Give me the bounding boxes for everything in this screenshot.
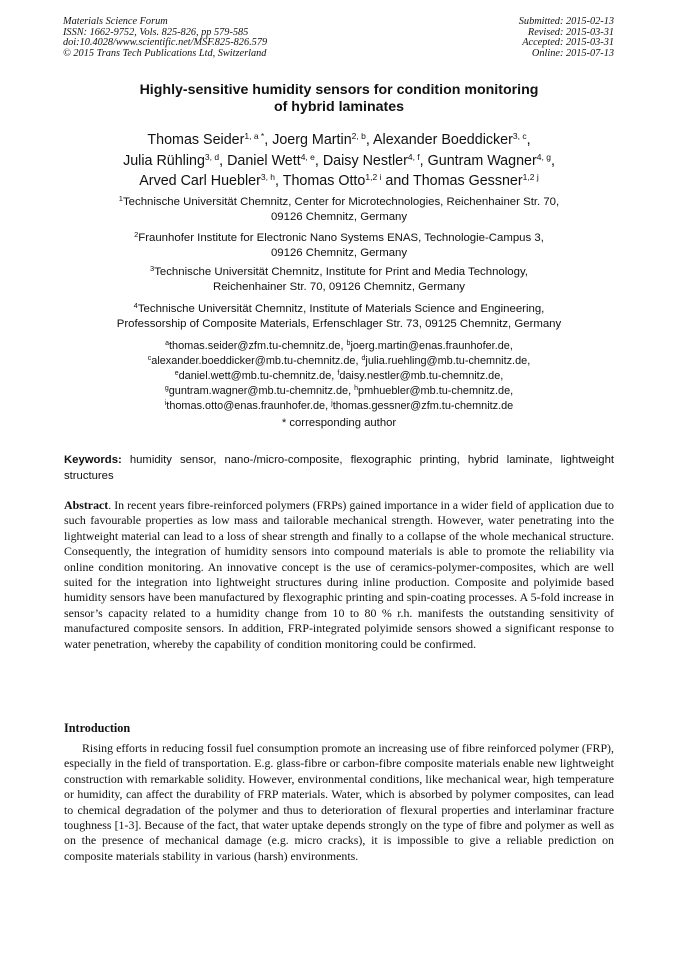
author-name: Thomas Gessner [412, 173, 523, 189]
author-sup: 1, a * [244, 131, 265, 141]
affiliation-1: $^1$Technische Universität Chemnitz, Center for Microtechnologies, Reichenhainer Str. 70, 09126 Chemnitz, Germany [118, 194, 560, 223]
author-name: Alexander Boeddicker [373, 132, 513, 148]
keywords-section [64, 453, 614, 484]
author-name: Joerg Martin [272, 132, 352, 148]
abstract-label: Abstract [64, 498, 109, 512]
copyright-line: © 2015 Trans Tech Publications Ltd, Switzerland [63, 47, 267, 59]
author-name: Guntram Wagner [427, 152, 537, 169]
revised-date: Revised: 2015-03-31 [527, 26, 614, 38]
author-sup: 3, h [260, 172, 276, 182]
affiliation-2: $^2$Fraunhofer Institute for Electronic Nano Systems ENAS, Technologie-Campus 3, 09126 Chemnitz, Germany [134, 230, 544, 259]
author-line-3: Arved Carl Huebler$^{3, h}$, Thomas Otto$^{1,2 i}$ and Thomas Gessner$^{1,2 j}$ [139, 172, 539, 189]
affiliation-3: $^3$Technische Universität Chemnitz, Institute for Print and Media Technology, Reichenhainer Str. 70, 09126 Chemnitz, Germany [150, 264, 528, 293]
author-name: Daisy Nestler [322, 152, 408, 169]
introduction-heading: Introduction [64, 721, 131, 735]
title-line-2: of hybrid laminates [273, 99, 405, 115]
email-link[interactable]: thomas.seider@zfm.tu-chemnitz.de, [169, 340, 344, 352]
submission-dates [519, 17, 614, 59]
email-link[interactable]: julia.ruehling@mb.tu-chemnitz.de, [365, 355, 531, 368]
email-link[interactable]: guntram.wagner@mb.tu-chemnitz.de, [168, 385, 352, 398]
journal-name: Materials Science Forum [63, 16, 168, 27]
submitted-date: Submitted: 2015-02-13 [518, 16, 614, 27]
author-sup: 1,2 i [365, 172, 382, 182]
email-link[interactable]: daisy.nestler@mb.tu-chemnitz.de, [339, 370, 504, 383]
paper-title [64, 82, 614, 116]
email-list: $^a$thomas.seider@zfm.tu-chemnitz.de, $^b$joerg.martin@enas.fraunhofer.de, $^c$alexander.boeddicker@mb.tu-chemnitz.de, $^d$julia.ruehling@mb.tu-chemnitz.de, $^e$daniel.wett@mb.tu-chemnitz.de, $^f$daisy.nestler@mb.tu-chemnitz.de, $^g$guntram.wagner@mb.tu-chemnitz.de, $^h$pmhuebler@mb.tu-chemnitz.de, $^i$thomas.otto@enas.fraunhofer.de, $^j$thomas.gessner@zfm.tu-chemnitz.de [147, 340, 531, 413]
author-sup: 4, g [536, 151, 551, 162]
accepted-date: Accepted: 2015-03-31 [522, 37, 614, 49]
author-line-2: Julia Rühling$^{3, d}$, Daniel Wett$^{4, e}$, Daisy Nestler$^{4, f}$, Guntram Wagner$^{4, g}$, [123, 151, 555, 169]
affiliation-4: $^4$Technische Universität Chemnitz, Institute of Materials Science and Engineering, Professorship of Composite Materials, Erfenschlager Str. 73, 09125 Chemnitz, Germany [116, 301, 562, 330]
issn-line: ISSN: 1662-9752, Vols. 825-826, pp 579-585 [63, 26, 249, 38]
email-link[interactable]: joerg.martin@enas.fraunhofer.de, [350, 340, 513, 352]
author-name: Thomas Seider [147, 132, 245, 148]
journal-info [63, 17, 267, 59]
author-sup: 2, b [351, 131, 366, 141]
author-sup: 3, c [512, 131, 527, 141]
author-sup: 1,2 j [522, 172, 539, 182]
email-link[interactable]: thomas.gessner@zfm.tu-chemnitz.de [332, 400, 514, 413]
author-sup: 3, d [204, 151, 220, 162]
keywords-text: humidity sensor, nano-/micro-composite, flexographic printing, hybrid laminate, lightweight structures [64, 454, 614, 482]
title-line-1: Highly-sensitive humidity sensors for condition monitoring [139, 82, 539, 98]
author-name: Julia Rühling [123, 152, 205, 169]
abstract-section [64, 498, 614, 652]
author-list [64, 130, 614, 192]
author-sup: 4, e [300, 151, 315, 162]
email-link[interactable]: alexander.boeddicker@mb.tu-chemnitz.de, [151, 355, 359, 368]
corresponding-author-note: * corresponding author [281, 417, 397, 429]
online-date: Online: 2015-07-13 [531, 47, 614, 59]
email-link[interactable]: daniel.wett@mb.tu-chemnitz.de, [178, 370, 335, 383]
author-line-1: Thomas Seider$^{1, a *}$, Joerg Martin$^{2, b}$, Alexander Boeddicker$^{3, c}$, [147, 131, 531, 148]
author-name: Thomas Otto [282, 173, 366, 189]
author-name: Daniel Wett [227, 152, 301, 169]
keywords-label: Keywords: [64, 454, 122, 466]
email-link[interactable]: pmhuebler@mb.tu-chemnitz.de, [358, 385, 514, 398]
email-link[interactable]: thomas.otto@enas.fraunhofer.de, [166, 400, 329, 413]
abstract-text: . In recent years fibre-reinforced polymers (FRPs) gained importance in a wider field of application due to such favourable properties as low mass and tailorable mechanical strength. However, water penetrating into the lightweight material can lead to a loss of shear strength and finally to a collapse of the whole mechanical structure. Consequently, the integration of humidity sensors into compound materials is able to promote the reliability via online condition monitoring. An innovative concept is the use of ceramics-polymer-composites, which are well suited for the integration into lightweight structures during inline production. Composite and polyimide based humidity sensors have been manufactured by flexographic printing and spin-coating processes. A 5-fold increase in sensor’s capacity related to a humidity change from 10 to 80 % r.h. manifests the outstanding sensitivity of manufactured composite sensors. In addition, FRP-integrated polyimide sensors showed a significant response to water penetration, whereby the capability of condition monitoring could be confirmed. [64, 498, 614, 651]
author-sup: 4, f [407, 151, 420, 162]
doi-line[interactable]: doi:10.4028/www.scientific.net/MSF.825-826.579 [63, 37, 268, 49]
introduction-paragraph: Rising efforts in reducing fossil fuel consumption promote an increasing use of fibre reinforced polymer (FRP), especially in the field of transportation. E.g. glass-fibre or carbon-fibre composite materials enable new lightweight construction with remarkable solidity. However, environmental conditions, like mechanical wear, high temperature or humidity, can affect the durability of FRP materials. Water, which is absorbed by polymer composites, can lead to chemical degradation of the polymer and thus to deterioration of flexural properties and interlaminar fracture toughness [1-3]. Because of the fact, that water uptake depends strongly on the type of fibre and polymer as well as on the presence of mechanical damage (e.g. micro cracks), it is impossible to give a reliable prediction on composite materials stability in various (harsh) environments. [64, 741, 614, 863]
author-name: Arved Carl Huebler [139, 173, 261, 189]
